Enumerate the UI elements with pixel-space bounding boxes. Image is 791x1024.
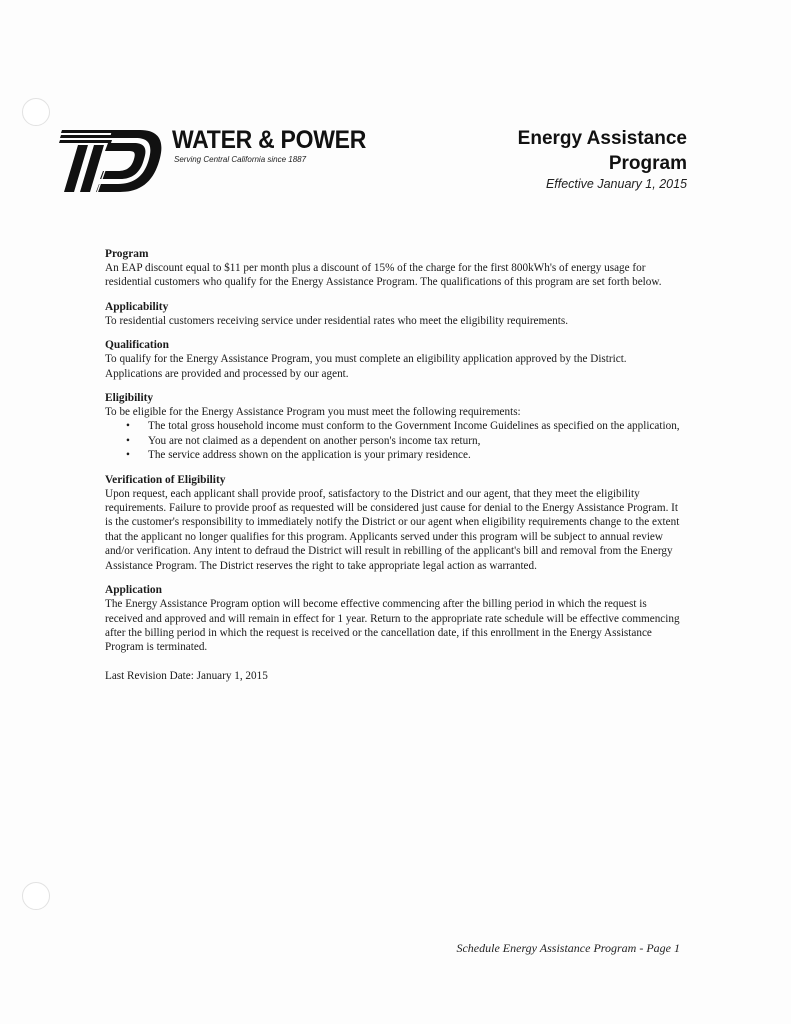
section-verification-of-eligibility [105, 473, 685, 573]
section-text: An EAP discount equal to $11 per month plus a discount of 15% of the charge for the first 800kWh's of energy usage for residential customers who qualify for the Energy Assistance Program. The qualifications of this program are set forth below. [105, 262, 662, 289]
document-body [105, 247, 685, 694]
section-text: To be eligible for the Energy Assistance Program you must meet the following requirements: [105, 406, 521, 419]
punch-hole-bottom [22, 882, 50, 910]
document-title-line-1: Energy Assistance [517, 128, 687, 149]
brand-tagline: Serving Central California since 1887 [174, 155, 307, 164]
tid-logo-icon [48, 126, 166, 196]
section-heading: Eligibility [105, 392, 154, 405]
section-eligibility [105, 391, 685, 463]
company-logo [48, 126, 368, 196]
brand-name: WATER & POWER [172, 126, 367, 154]
list-item-text: The total gross household income must conform to the Government Income Guidelines as specified on the application, [148, 420, 680, 433]
document-title-block [518, 126, 687, 192]
section-text: To residential customers receiving service under residential rates who meet the eligibility requirements. [105, 314, 569, 327]
bullet-icon: • [126, 420, 130, 433]
section-heading: Application [105, 584, 162, 597]
section-qualification [105, 338, 685, 381]
punch-hole-top [22, 98, 50, 126]
effective-date: Effective January 1, 2015 [545, 177, 687, 191]
section-heading: Program [105, 248, 149, 260]
list-item-text: You are not claimed as a dependent on another person's income tax return, [148, 434, 481, 447]
bullet-icon: • [126, 434, 130, 447]
section-program [105, 247, 685, 290]
page-footer: Schedule Energy Assistance Program - Page 1 [456, 941, 680, 955]
section-heading: Qualification [105, 339, 169, 352]
list-item [126, 448, 685, 462]
section-text: The Energy Assistance Program option will become effective commencing after the billing period in which the request is received and approved and will remain in effect for 1 year. Return to the appropriate rate schedule will be effective commencing after the billing period in which the request is received or the cancellation date, if this enrollment in the Energy Assistance Program is terminated. [105, 598, 680, 654]
section-text: Upon request, each applicant shall provide proof, satisfactory to the District and our agent, that they meet the eligibility requirements. Failure to provide proof as requested will be considered just cause for denial to the Energy Assistance Program. It is the customer's responsibility to immediately notify the District or our agent when eligibility requirements change to the extent that the applicant no longer qualifies for this program. Applicants served under this program will be subject to annual review and/or verification. Any intent to defraud the District will result in rebilling of the applicant's bill and removal from the Energy Assistance Program. The District reserves the right to take appropriate legal action as warranted. [105, 487, 680, 572]
list-item-text: The service address shown on the application is your primary residence. [148, 449, 471, 462]
document-title-line-2: Program [608, 153, 687, 174]
last-revision-date: Last Revision Date: January 1, 2015 [105, 669, 268, 682]
bullet-icon: • [126, 449, 130, 462]
eligibility-requirements-list [105, 419, 685, 462]
section-text: To qualify for the Energy Assistance Program, you must complete an eligibility application approved by the District. Applications are provided and processed by our agent. [105, 353, 627, 380]
section-heading: Applicability [105, 300, 169, 313]
list-item [126, 419, 685, 433]
list-item [126, 434, 685, 448]
section-application [105, 583, 685, 655]
section-applicability [105, 300, 685, 328]
section-heading: Verification of Eligibility [105, 473, 226, 486]
